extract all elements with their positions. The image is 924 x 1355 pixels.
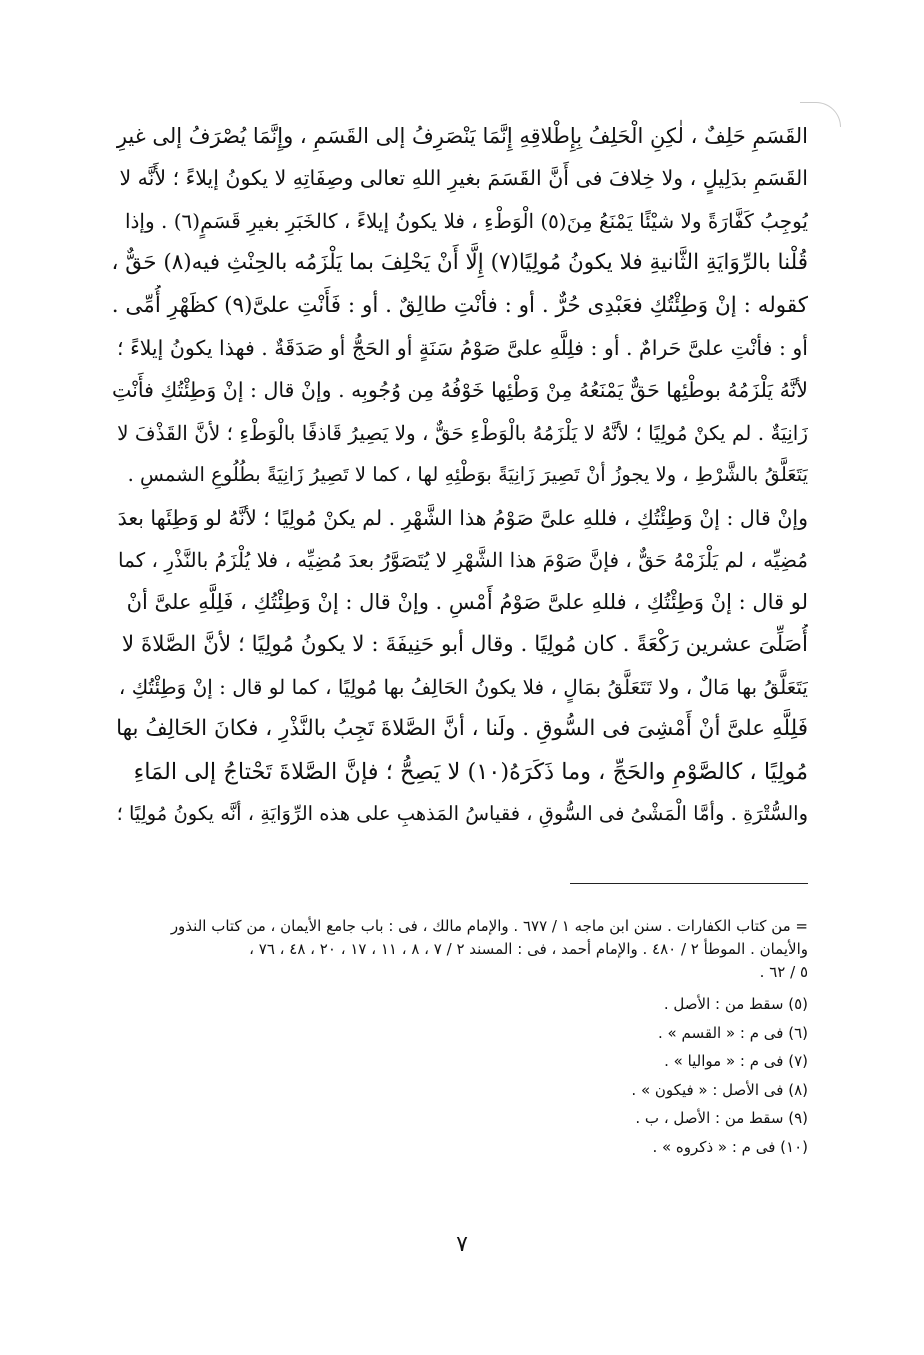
text-line: يُوجِبُ كَفَّارَةً ولا شيْئًا يَمْنَعُ مِنَ(٥) الْوَطْءِ ، فلا يكونُ إيلاءً ، كالخَبَرِ بغيرِ قَسَمٍ(٦) . وإذا bbox=[124, 208, 808, 233]
page-number: ٧ bbox=[456, 1232, 468, 1257]
text-line: لأنَّهُ يَلْزَمُهُ بوطْئِها حَقٌّ يَمْنَعُهُ مِنْ وَطْئِها خَوْفُهُ مِن وُجُوبِه . وإنْ قال : إنْ وَطِئْتُكِ فأَنْتِ bbox=[112, 378, 808, 403]
footnote-item: (٥) سقط من : الأصل . bbox=[663, 995, 808, 1013]
footnote-continuation-line: = من كتاب الكفارات . سنن ابن ماجه ١ / ٦٧٧ . والإمام مالك ، فى : باب جامع الأيمان ، من كتاب النذور bbox=[170, 917, 808, 935]
text-line: زَانِيَةٌ . لم يكنْ مُولِيًا ؛ لأنَّهُ لا يَلْزَمُهُ بالْوَطْءِ حَقٌّ ، ولا يَصِيرُ قَاذفًا بالْوَطْءِ ؛ لأنَّ القَذْفَ لا bbox=[117, 420, 808, 445]
text-line: يَتَعَلَّقُ بها مَالٌ ، ولا تَتَعَلَّقُ بمَالٍ ، فلا يكونُ الحَالِفُ بها مُولِيًا ، كما لو قال : إنْ وَطِئْتُكِ ، bbox=[118, 675, 808, 700]
footnote-item: (٨) فى الأصل : « فيكون » . bbox=[631, 1080, 808, 1099]
main-text-block bbox=[112, 115, 808, 836]
footnote-separator bbox=[570, 883, 808, 884]
text-line: أُصَلِّىَ عشرين رَكْعَةً . كان مُولِيًا . وقال أبو حَنِيفَةَ : لا يكونُ مُولِيًا ؛ لأنَّ الصَّلاةَ لا bbox=[121, 631, 808, 657]
text-line: القَسَمِ حَلِفٌ ، لٰكِنِ الْحَلِفُ بِإِطْلاقِهِ إِنَّمَا يَنْصَرِفُ إلى القَسَمِ ، وإِنَّمَا يُصْرَفُ إلى غيرِ bbox=[116, 124, 808, 148]
footnote-item: (٧) فى م : « مواليا » . bbox=[664, 1052, 808, 1070]
text-line: وإنْ قال : إنْ وَطِئْتُكِ ، فللهِ علىَّ صَوْمُ هذا الشَّهْرِ . لم يكنْ مُولِيًا ؛ لأنَّهُ لو وَطِئَها بعدَ bbox=[117, 505, 808, 530]
text-line: والسُّتْرَةِ . وأمَّا الْمَشْىُ فى السُّوقِ ، فقياسُ المَذهبِ على هذه الرِّوَايَةِ ، أنَّه يكونُ مُولِيًا ؛ bbox=[116, 802, 808, 826]
text-line: أو : فأنْتِ علىَّ حَرامٌ . أو : فلِلَّهِ علىَّ صَوْمُ سَنَةٍ أو الحَجُّ أو صَدَقَةٌ . فهذا يكونُ إيلاءً ؛ bbox=[117, 335, 808, 360]
text-line: يَتَعَلَّقُ بالشَّرْطِ ، ولا يجوزُ أنْ تَصِيرَ زَانِيَةً بوَطْئِهِ لها ، كما لا تَصِيرُ زَانِيَةً بطُلُوعِ الشمسِ . bbox=[127, 463, 808, 487]
footnote-continuation-line: والأيمان . الموطأ ٢ / ٤٨٠ . والإمام أحمد ، فى : المسند ٢ / ٧ ، ٨ ، ١١ ، ١٧ ، ٢٠ ، ٤٨ ، ٧٦ ، bbox=[249, 940, 808, 958]
text-line: القَسَمِ بدَلِيلٍ ، ولا خِلافَ فى أَنَّ القَسَمَ بغيرِ اللهِ تعالى وصِفَاتِهِ لا يكونُ إيلاءً ؛ لأَنَّه لا bbox=[119, 166, 808, 191]
footnote-list bbox=[112, 990, 808, 1161]
text-line: فَلِلَّهِ علىَّ أنْ أَمْشِىَ فى السُّوقِ . ولَنا ، أنَّ الصَّلاةَ تَجِبُ بالنَّذْرِ ، فكانَ الحَالِفُ بها bbox=[116, 716, 808, 742]
text-line: مُضِيِّه ، لم يَلْزَمْهُ حَقٌّ ، فإنَّ صَوْمَ هذا الشَّهْرِ لا يُتَصَوَّرُ بعدَ مُضِيِّه ، فلا يُلْزَمُ بالنَّذْرِ ، كما bbox=[117, 547, 808, 572]
text-line: لو قال : إنْ وَطِئْتُكِ ، فللهِ علىَّ صَوْمُ أَمْسِ . وإنْ قال : إنْ وَطِئْتُكِ ، فَلِلَّهِ علىَّ أنْ bbox=[126, 590, 808, 615]
text-line: قُلْنا بالرِّوَايَةِ الثَّانيةِ فلا يكونُ مُولِيًا(٧) إِلَّا أَنْ يَحْلِفَ بما يَلْزَمُه بالحِنْثِ فيه(٨) حَقٌّ ، bbox=[112, 250, 808, 276]
footnote-item: (١٠) فى م : « ذكروه » . bbox=[652, 1137, 808, 1156]
text-line: مُولِيًا ، كالصَّوْمِ والحَجِّ ، وما ذَكَرَهُ(١٠) لا يَصِحُّ ؛ فإنَّ الصَّلاةَ تَحْتاجُ إلى المَاءِ bbox=[133, 758, 808, 785]
text-line: كقوله : إنْ وَطِئْتُكِ فعَبْدِى حُرٌّ . أو : فأنْتِ طالِقٌ . أو : فَأَنْتِ علىَّ(٩) كظَهْرِ أُمِّى . bbox=[112, 292, 808, 318]
footnotes-block bbox=[112, 915, 808, 1161]
footnote-item: (٦) فى م : « القسم » . bbox=[658, 1023, 808, 1042]
footnote-item: (٩) سقط من : الأصل ، ب . bbox=[635, 1109, 808, 1127]
footnote-continuation-line: ٥ / ٦٢ . bbox=[759, 963, 808, 981]
